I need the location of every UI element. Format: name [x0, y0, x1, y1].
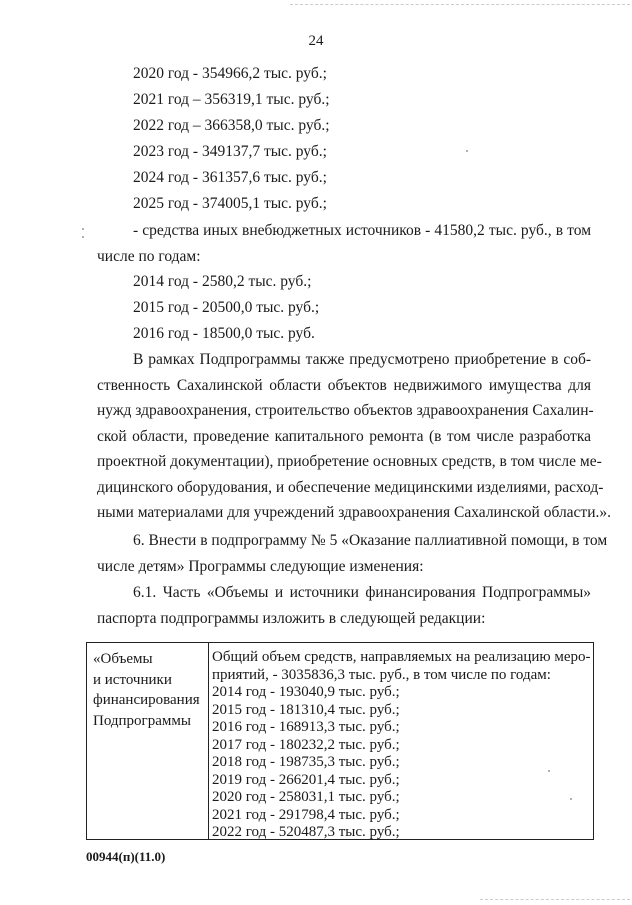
text-line: В рамках Подпрограммы также предусмотрено приобретение в соб- [133, 351, 591, 368]
text-line: дицинского оборудования, и обеспечение медицинскими изделиями, расход- [97, 478, 604, 496]
amount-line: 2023 год - 349137,7 тыс. руб.; [133, 143, 327, 160]
value-line: приятий, - 3035836,3 тыс. руб., в том числе по годам: [212, 666, 551, 683]
text-line: числе детям» Программы следующие изменения: [97, 557, 424, 575]
scan-speck [466, 150, 468, 152]
text-line: ской области, проведение капитального ремонта (в том числе разработка [97, 427, 591, 445]
scan-edge-top [290, 4, 630, 5]
text-line: 6.1. Часть «Объемы и источники финансирования Подпрограммы» [133, 584, 591, 601]
table-label-cell [93, 649, 200, 731]
table-value-cell [212, 649, 589, 842]
year-amount-line: 2014 год - 193040,9 тыс. руб.; [212, 684, 400, 700]
page-number: 24 [308, 33, 324, 49]
year-amount-line: 2015 год - 181310,4 тыс. руб.; [212, 701, 400, 718]
label-line: Подпрограммы [93, 712, 191, 729]
text-line: нужд здравоохранения, строительство объектов здравоохранения Сахалин- [97, 402, 594, 419]
label-line: «Объемы [93, 651, 153, 667]
text-line: числе по годам: [97, 247, 201, 265]
text-line: ными материалами для учреждений здравоохранения Сахалинской области.». [97, 504, 612, 521]
text-line: ственность Сахалинской области объектов недвижимого имущества для [97, 376, 591, 394]
table-column-divider [208, 643, 209, 839]
subprogram-paragraph [97, 347, 612, 526]
scan-edge-bottom [480, 899, 630, 900]
extra-sources-paragraph [97, 218, 591, 269]
label-line: и источники [93, 671, 172, 688]
amount-line: 2014 год - 2580,2 тыс. руб.; [133, 273, 312, 290]
text-line: - средства иных внебюджетных источников - 41580,2 тыс. руб., в том [133, 222, 591, 239]
year-amount-line: 2017 год - 180232,2 тыс. руб.; [212, 736, 400, 753]
scan-speck [570, 798, 572, 800]
amount-line: 2021 год – 356319,1 тыс. руб.; [133, 91, 330, 108]
amount-line: 2024 год - 361357,6 тыс. руб.; [133, 169, 327, 186]
scan-speck [82, 228, 84, 230]
amount-line: 2016 год - 18500,0 тыс. руб. [133, 325, 315, 342]
label-line: финансирования [93, 692, 200, 708]
financing-table [86, 642, 594, 840]
year-amount-line: 2016 год - 168913,3 тыс. руб.; [212, 719, 400, 735]
item-6-paragraph [97, 528, 608, 579]
document-code: 00944(п)(11.0) [86, 849, 166, 864]
text-line: паспорта подпрограммы изложить в следующей редакции: [97, 609, 486, 627]
year-amount-line: 2019 год - 266201,4 тыс. руб.; [212, 771, 400, 788]
amount-line: 2015 год - 20500,0 тыс. руб.; [133, 299, 320, 316]
year-amount-line: 2020 год - 258031,1 тыс. руб.; [212, 789, 400, 805]
amount-line: 2022 год – 366358,0 тыс. руб.; [133, 117, 330, 134]
item-6-1-paragraph [97, 580, 591, 631]
amount-line: 2025 год - 374005,1 тыс. руб.; [133, 195, 327, 212]
amount-line: 2020 год - 354966,2 тыс. руб.; [133, 65, 327, 82]
text-line: 6. Внести в подпрограмму № 5 «Оказание паллиативной помощи, в том [133, 532, 608, 549]
text-line: проектной документации), приобретение основных средств, в том числе ме- [97, 453, 602, 470]
year-amount-line: 2022 год - 520487,3 тыс. руб.; [212, 824, 400, 840]
scan-speck [548, 770, 550, 772]
value-line: Общий объем средств, направляемых на реализацию меро- [212, 649, 591, 665]
year-amount-line: 2018 год - 198735,3 тыс. руб.; [212, 754, 400, 770]
year-amount-line: 2021 год - 291798,4 тыс. руб.; [212, 806, 400, 823]
scan-speck [82, 236, 84, 238]
